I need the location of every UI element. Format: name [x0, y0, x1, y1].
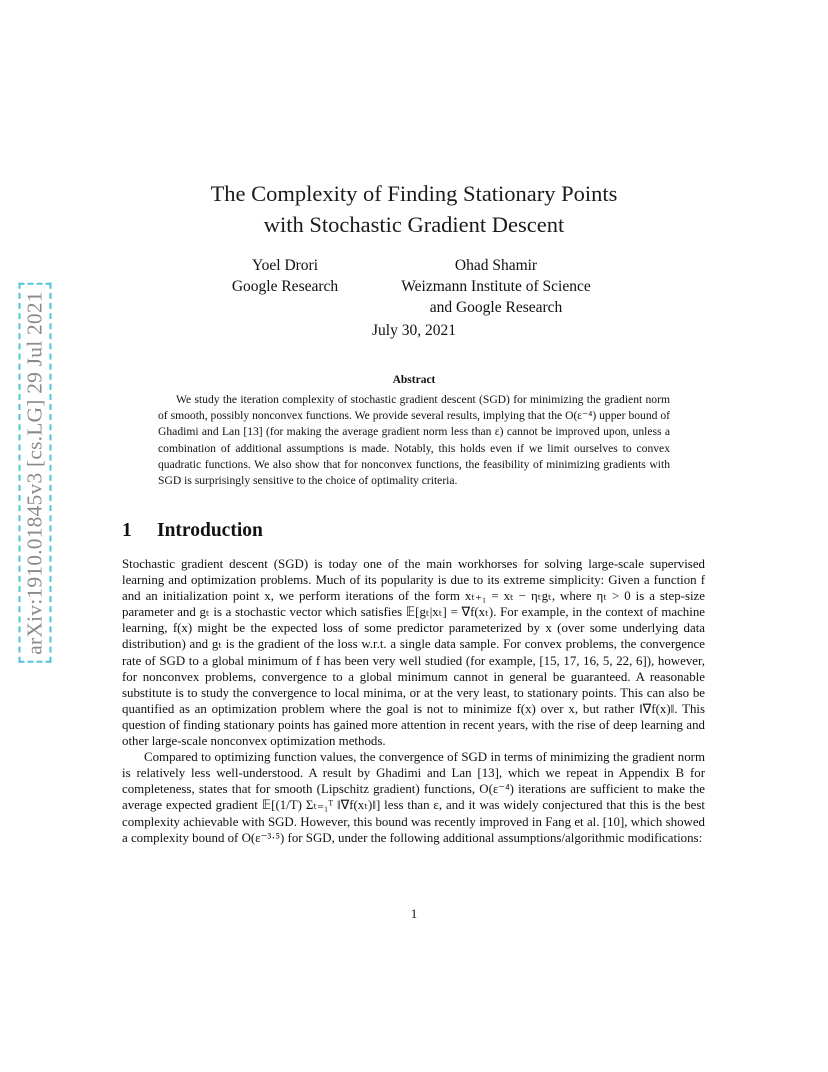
page-number: 1 [410, 906, 418, 921]
abstract-heading: Abstract [392, 374, 436, 386]
author-2 [380, 255, 612, 318]
author-name: Ohad Shamir [454, 257, 538, 274]
paragraph-1: Stochastic gradient descent (SGD) is today one of the main workhorses for solving large-scale supervised learning and optimization problems. Much of its popularity is due to its extreme simplicity: Given a function f and an initialization point x, we perform iterations of the form xₜ₊₁ = xₜ − ηₜgₜ, where ηₜ > 0 is a step-size parameter and gₜ is a stochastic vector which satisfies 𝔼[gₜ|xₜ] = ∇f(xₜ). For example, in the context of machine learning, f(x) might be the expected loss of some predictor parameterized by x (over some underlying data distribution) and gₜ is the gradient of the loss w.r.t. a single data sample. For convex problems, the convergence rate of SGD to a global minimum of f has been very well studied (for example, [15, 17, 16, 5, 22, 6]), however, for nonconvex problems, convergence to a global minimum cannot in general be guaranteed. A reasonable substitute is to study the convergence to local minima, or at the very least, to stationary points. This can also be quantified as an optimization problem where the goal is not to minimize f(x) over x, but rather ‖∇f(x)‖. This question of finding stationary points has gained more attention in recent years, with the rise of deep learning and other large-scale nonconvex optimization methods. [122, 557, 705, 749]
author-affiliation-cont: and Google Research [429, 299, 563, 316]
title-line-2: with Stochastic Gradient Descent [263, 212, 565, 237]
title-line-1: The Complexity of Finding Stationary Points [210, 181, 618, 206]
section-number: 1 [122, 520, 132, 541]
section-heading [122, 520, 263, 542]
paper-title [0, 178, 828, 240]
section-title: Introduction [157, 520, 263, 541]
abstract-text: We study the iteration complexity of stochastic gradient descent (SGD) for minimizing the gradient norm of smooth, possibly nonconvex functions. We provide several results, implying that the O(ε⁻⁴) upper bound of Ghadimi and Lan [13] (for making the average gradient norm less than ε) cannot be improved upon, unless a combination of additional assumptions is made. Notably, this holds even if we limit ourselves to convex quadratic functions. We also show that for nonconvex functions, the feasibility of minimizing gradients with SGD is surprisingly sensitive to the choice of optimality criteria. [158, 393, 670, 488]
author-1 [215, 255, 355, 297]
paper-date: July 30, 2021 [372, 322, 456, 339]
author-affiliation: Google Research [231, 278, 339, 295]
author-affiliation: Weizmann Institute of Science [401, 278, 591, 295]
author-name: Yoel Drori [251, 257, 319, 274]
arxiv-identifier: arXiv:1910.01845v3 [cs.LG] 29 Jul 2021 [19, 283, 52, 663]
paragraph-2: Compared to optimizing function values, the convergence of SGD in terms of minimizing the gradient norm is relatively less well-understood. A result by Ghadimi and Lan [13], which we repeat in Appendix B for completeness, states that for smooth (Lipschitz gradient) functions, O(ε⁻⁴) iterations are sufficient to make the average expected gradient 𝔼[(1/T) Σₜ₌₁ᵀ ‖∇f(xₜ)‖] less than ε, and it was widely conjectured that this is the best complexity achievable with SGD. However, this bound was recently improved in Fang et al. [10], which showed a complexity bound of O(ε⁻³·⁵) for SGD, under the following additional assumptions/algorithmic modifications: [122, 750, 705, 845]
body-text [122, 556, 705, 846]
